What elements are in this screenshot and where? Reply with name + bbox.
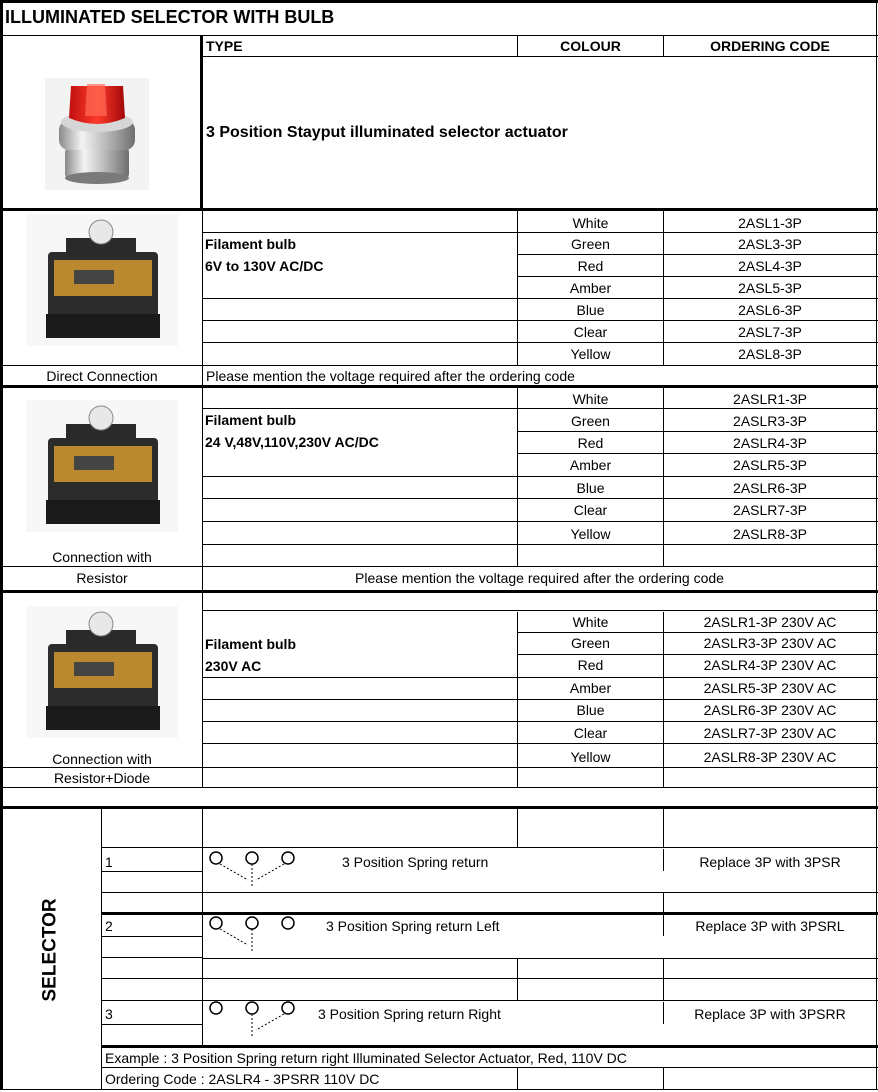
section1-type-line1: Filament bulb: [205, 236, 296, 252]
colour-cell: White: [572, 215, 609, 231]
colour-cell: Blue: [576, 702, 605, 718]
colour-cell: Clear: [573, 502, 608, 518]
colour-cell: Red: [577, 258, 604, 274]
header-ordering-code: ORDERING CODE: [710, 38, 830, 54]
colour-cell: Amber: [569, 280, 612, 296]
ordering-code-cell: 2ASL6-3P: [738, 302, 802, 318]
ordering-code-cell: 2ASL4-3P: [738, 258, 802, 274]
ordering-code-cell: 2ASLR8-3P: [733, 526, 807, 542]
ordering-code-cell: 2ASLR1-3P 230V AC: [703, 614, 837, 630]
contact-block-bulb-icon: [26, 606, 178, 738]
colour-cell: Red: [577, 435, 604, 451]
ordering-code-cell: 2ASLR4-3P: [733, 435, 807, 451]
colour-cell: Red: [577, 657, 604, 673]
ordering-code-cell: 2ASLR6-3P: [733, 480, 807, 496]
ordering-code-cell: 2ASL7-3P: [738, 324, 802, 340]
colour-cell: Blue: [576, 302, 605, 318]
spring-return-right-diagram-icon: [208, 998, 298, 1042]
selector-ordering-code: Ordering Code : 2ASLR4 - 3PSRR 110V DC: [105, 1071, 380, 1087]
selector-option-replace: Replace 3P with 3PSRL: [695, 918, 845, 934]
selector-option-replace: Replace 3P with 3PSR: [699, 854, 841, 870]
section2-type-line1: Filament bulb: [205, 412, 296, 428]
ordering-code-cell: 2ASLR8-3P 230V AC: [703, 749, 837, 765]
header-type: TYPE: [206, 38, 243, 54]
selector-option-desc: 3 Position Spring return Left: [326, 918, 500, 934]
selector-label: SELECTOR: [39, 898, 61, 1002]
contact-block-bulb-icon: [26, 214, 178, 346]
selector-option-desc: 3 Position Spring return Right: [318, 1006, 501, 1022]
section1-type-line2: 6V to 130V AC/DC: [205, 258, 324, 274]
ordering-code-cell: 2ASL1-3P: [738, 215, 802, 231]
colour-cell: White: [572, 391, 609, 407]
red-selector-actuator-icon: [45, 78, 149, 190]
section2-type-line2: 24 V,48V,110V,230V AC/DC: [205, 434, 379, 450]
selector-option-number: 3: [105, 1006, 113, 1022]
selector-option-desc: 3 Position Spring return: [342, 854, 489, 870]
colour-cell: Yellow: [570, 749, 611, 765]
section2-note: Please mention the voltage required after the ordering code: [355, 570, 724, 586]
selector-option-replace: Replace 3P with 3PSRR: [694, 1006, 846, 1022]
section1-note: Please mention the voltage required after the ordering code: [206, 368, 575, 384]
colour-cell: Green: [571, 635, 610, 651]
ordering-code-cell: 2ASLR1-3P: [733, 391, 807, 407]
colour-cell: Green: [571, 236, 610, 252]
colour-cell: Amber: [569, 457, 612, 473]
page-title: ILLUMINATED SELECTOR WITH BULB: [5, 7, 335, 27]
ordering-code-cell: 2ASLR7-3P 230V AC: [703, 725, 837, 741]
ordering-code-cell: 2ASLR3-3P: [733, 413, 807, 429]
ordering-code-cell: 2ASLR5-3P 230V AC: [703, 680, 837, 696]
colour-cell: Green: [571, 413, 610, 429]
ordering-code-cell: 2ASLR7-3P: [733, 502, 807, 518]
colour-cell: Clear: [573, 324, 608, 340]
section3-caption-line1: Connection with: [52, 751, 152, 767]
ordering-code-cell: 2ASLR4-3P 230V AC: [703, 657, 837, 673]
colour-cell: White: [572, 614, 609, 630]
colour-cell: Blue: [576, 480, 605, 496]
spring-return-diagram-icon: [208, 848, 298, 890]
actuator-description: 3 Position Stayput illuminated selector actuator: [206, 124, 568, 141]
ordering-code-cell: 2ASLR3-3P 230V AC: [703, 635, 837, 651]
section3-type-line2: 230V AC: [205, 658, 262, 674]
ordering-code-cell: 2ASLR5-3P: [733, 457, 807, 473]
selector-example: Example : 3 Position Spring return right Illuminated Selector Actuator, Red, 110V DC: [105, 1050, 627, 1066]
contact-block-bulb-icon: [26, 400, 178, 532]
section1-caption: Direct Connection: [46, 368, 158, 384]
spring-return-left-diagram-icon: [208, 913, 298, 955]
ordering-code-cell: 2ASLR6-3P 230V AC: [703, 702, 837, 718]
section3-caption-line2: Resistor+Diode: [53, 770, 151, 786]
section2-caption-line1: Connection with: [52, 549, 152, 565]
colour-cell: Yellow: [570, 526, 611, 542]
selector-option-number: 2: [105, 918, 113, 934]
colour-cell: Yellow: [570, 346, 611, 362]
selector-option-number: 1: [105, 854, 113, 870]
ordering-code-cell: 2ASL8-3P: [738, 346, 802, 362]
section3-type-line1: Filament bulb: [205, 636, 296, 652]
colour-cell: Amber: [569, 680, 612, 696]
ordering-code-cell: 2ASL3-3P: [738, 236, 802, 252]
colour-cell: Clear: [573, 725, 608, 741]
ordering-code-cell: 2ASL5-3P: [738, 280, 802, 296]
section2-caption-line2: Resistor: [76, 570, 128, 586]
header-colour: COLOUR: [560, 38, 621, 54]
